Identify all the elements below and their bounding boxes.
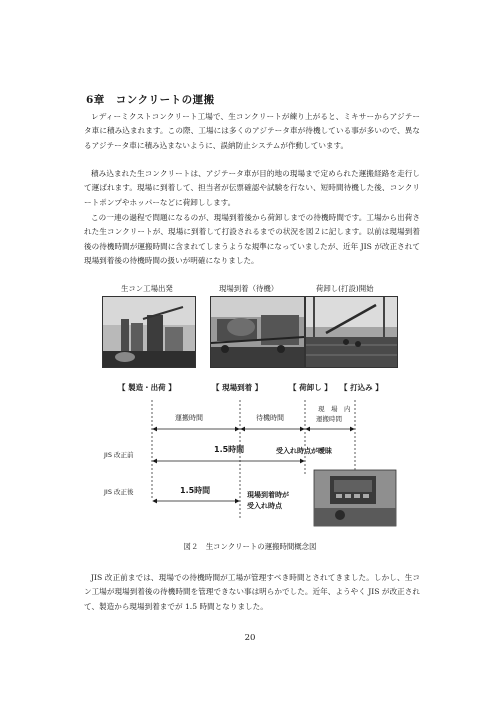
stage-arrival-label: 【 現場到着 】: [212, 383, 263, 392]
arrival-photo: [210, 296, 305, 368]
stage-placing-label: 【 打込み 】: [340, 383, 383, 392]
time-after-label: 1.5時間: [180, 486, 211, 495]
photo-label-factory: 生コン工場出発: [121, 284, 173, 293]
transport-time-label: 運搬時間: [175, 414, 203, 422]
waiting-time-label: 待機時間: [256, 414, 284, 422]
factory-photo: [102, 296, 196, 368]
jis-after-label: JIS 改正後: [104, 488, 134, 496]
paragraph-2: 積み込まれた生コンクリートは、アジテータ車が目的地の現場まで定められた運搬経路を走行して運ばれます。現場に到着して、担当者が伝票確認や試験を行ない、短時間待機した後、コンクリートポンプやホッパーなどに荷卸しします。: [84, 169, 420, 207]
acceptance-label-line1: 現場到着時が: [247, 491, 289, 499]
jis-before-label: JIS 改正前: [104, 451, 134, 459]
onsite-label-line2: 運搬時間: [316, 415, 342, 423]
chapter-heading: 6章 コンクリートの運搬: [86, 94, 215, 106]
onsite-label-line1: 現 場 内: [318, 405, 351, 413]
acceptance-vague-label: 受入れ時点が曖昧: [276, 447, 332, 455]
stage-manufacture-label: 【 製造・出荷 】: [118, 383, 176, 392]
paragraph-3: この一連の過程で問題になるのが、現場到着後から荷卸しまでの待機時間です。工場から出荷された生コンクリートが、現場に到着して打設されるまでの状況を図２に記します。以前は現場到着後の待機時間が運搬時間に含まれてしまうような規準になっていましたが、近年 JIS が改正されて現場到着後の待機時間の扱いが明確になりました。: [84, 213, 420, 266]
paragraph-1: レディーミクストコンクリート工場で、生コンクリートが練り上がると、ミキサーからアジテータ車に積み込まれます。この際、工場には多くのアジテータ車が待機している事が多いので、異なるアジテータ車に積み込まないように、誤納防止システムが作動しています。: [84, 112, 420, 150]
acceptance-terminal-photo: [314, 470, 396, 526]
acceptance-label-line2: 受入れ時点: [247, 502, 282, 510]
page-number: 20: [244, 633, 256, 643]
time-before-label: 1.5時間: [214, 445, 245, 454]
paragraph-4: JIS 改正前までは、現場での待機時間が工場が管理すべき時間とされてきました。しかし、生コン工場が現場到着後の待機時間を管理できない事は明らかでした。近年、ようやく JIS が改正されて、製造から現場到着までが 1.5 時間となりました。: [84, 573, 420, 611]
photo-label-unload: 荷卸し(打設)開始: [316, 284, 374, 293]
figure-caption: 図２ 生コンクリートの運搬時間概念図: [183, 542, 317, 551]
photo-label-arrival: 現場到着（待機）: [219, 284, 279, 293]
unloading-photo: [305, 296, 398, 368]
stage-unload-label: 【 荷卸し 】: [289, 383, 332, 392]
